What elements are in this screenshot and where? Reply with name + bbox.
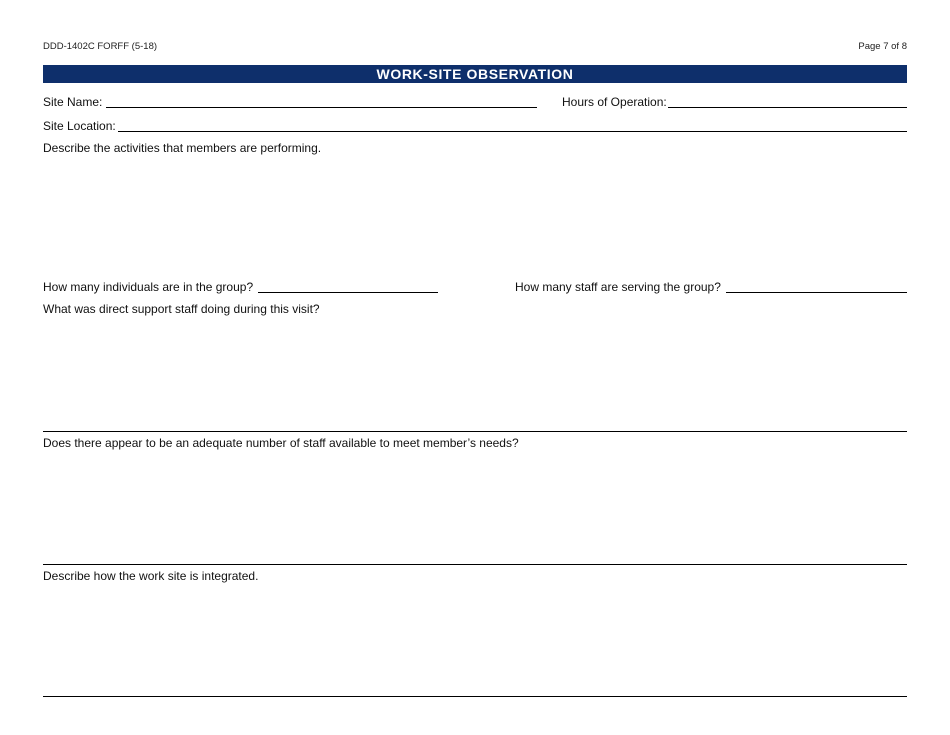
adequate-staff-bottom-line bbox=[43, 564, 907, 565]
direct-support-activity-bottom-line bbox=[43, 431, 907, 432]
staff-serving-group-label: How many staff are serving the group? bbox=[515, 280, 721, 294]
activities-label: Describe the activities that members are performing. bbox=[43, 141, 322, 155]
adequate-staff-response-area[interactable] bbox=[43, 455, 907, 561]
site-location-field[interactable] bbox=[118, 131, 907, 132]
direct-support-activity-response-area[interactable] bbox=[43, 320, 907, 428]
direct-support-activity-label: What was direct support staff doing during this visit? bbox=[43, 302, 320, 316]
integration-label: Describe how the work site is integrated. bbox=[43, 569, 259, 583]
activities-response-area[interactable] bbox=[43, 160, 907, 270]
hours-of-operation-field[interactable] bbox=[668, 107, 907, 108]
staff-serving-group-field[interactable] bbox=[726, 292, 907, 293]
integration-response-area[interactable] bbox=[43, 588, 907, 693]
individuals-in-group-label: How many individuals are in the group? bbox=[43, 280, 254, 294]
site-location-label: Site Location: bbox=[43, 119, 116, 133]
section-title: WORK-SITE OBSERVATION bbox=[43, 65, 907, 83]
site-name-label: Site Name: bbox=[43, 95, 103, 109]
site-name-field[interactable] bbox=[106, 107, 537, 108]
adequate-staff-label: Does there appear to be an adequate number of staff available to meet member’s needs? bbox=[43, 436, 519, 450]
individuals-in-group-field[interactable] bbox=[258, 292, 438, 293]
hours-of-operation-label: Hours of Operation: bbox=[562, 95, 667, 109]
form-id: DDD-1402C FORFF (5-18) bbox=[43, 41, 158, 52]
integration-bottom-line bbox=[43, 696, 907, 697]
page-number: Page 7 of 8 bbox=[858, 41, 907, 52]
